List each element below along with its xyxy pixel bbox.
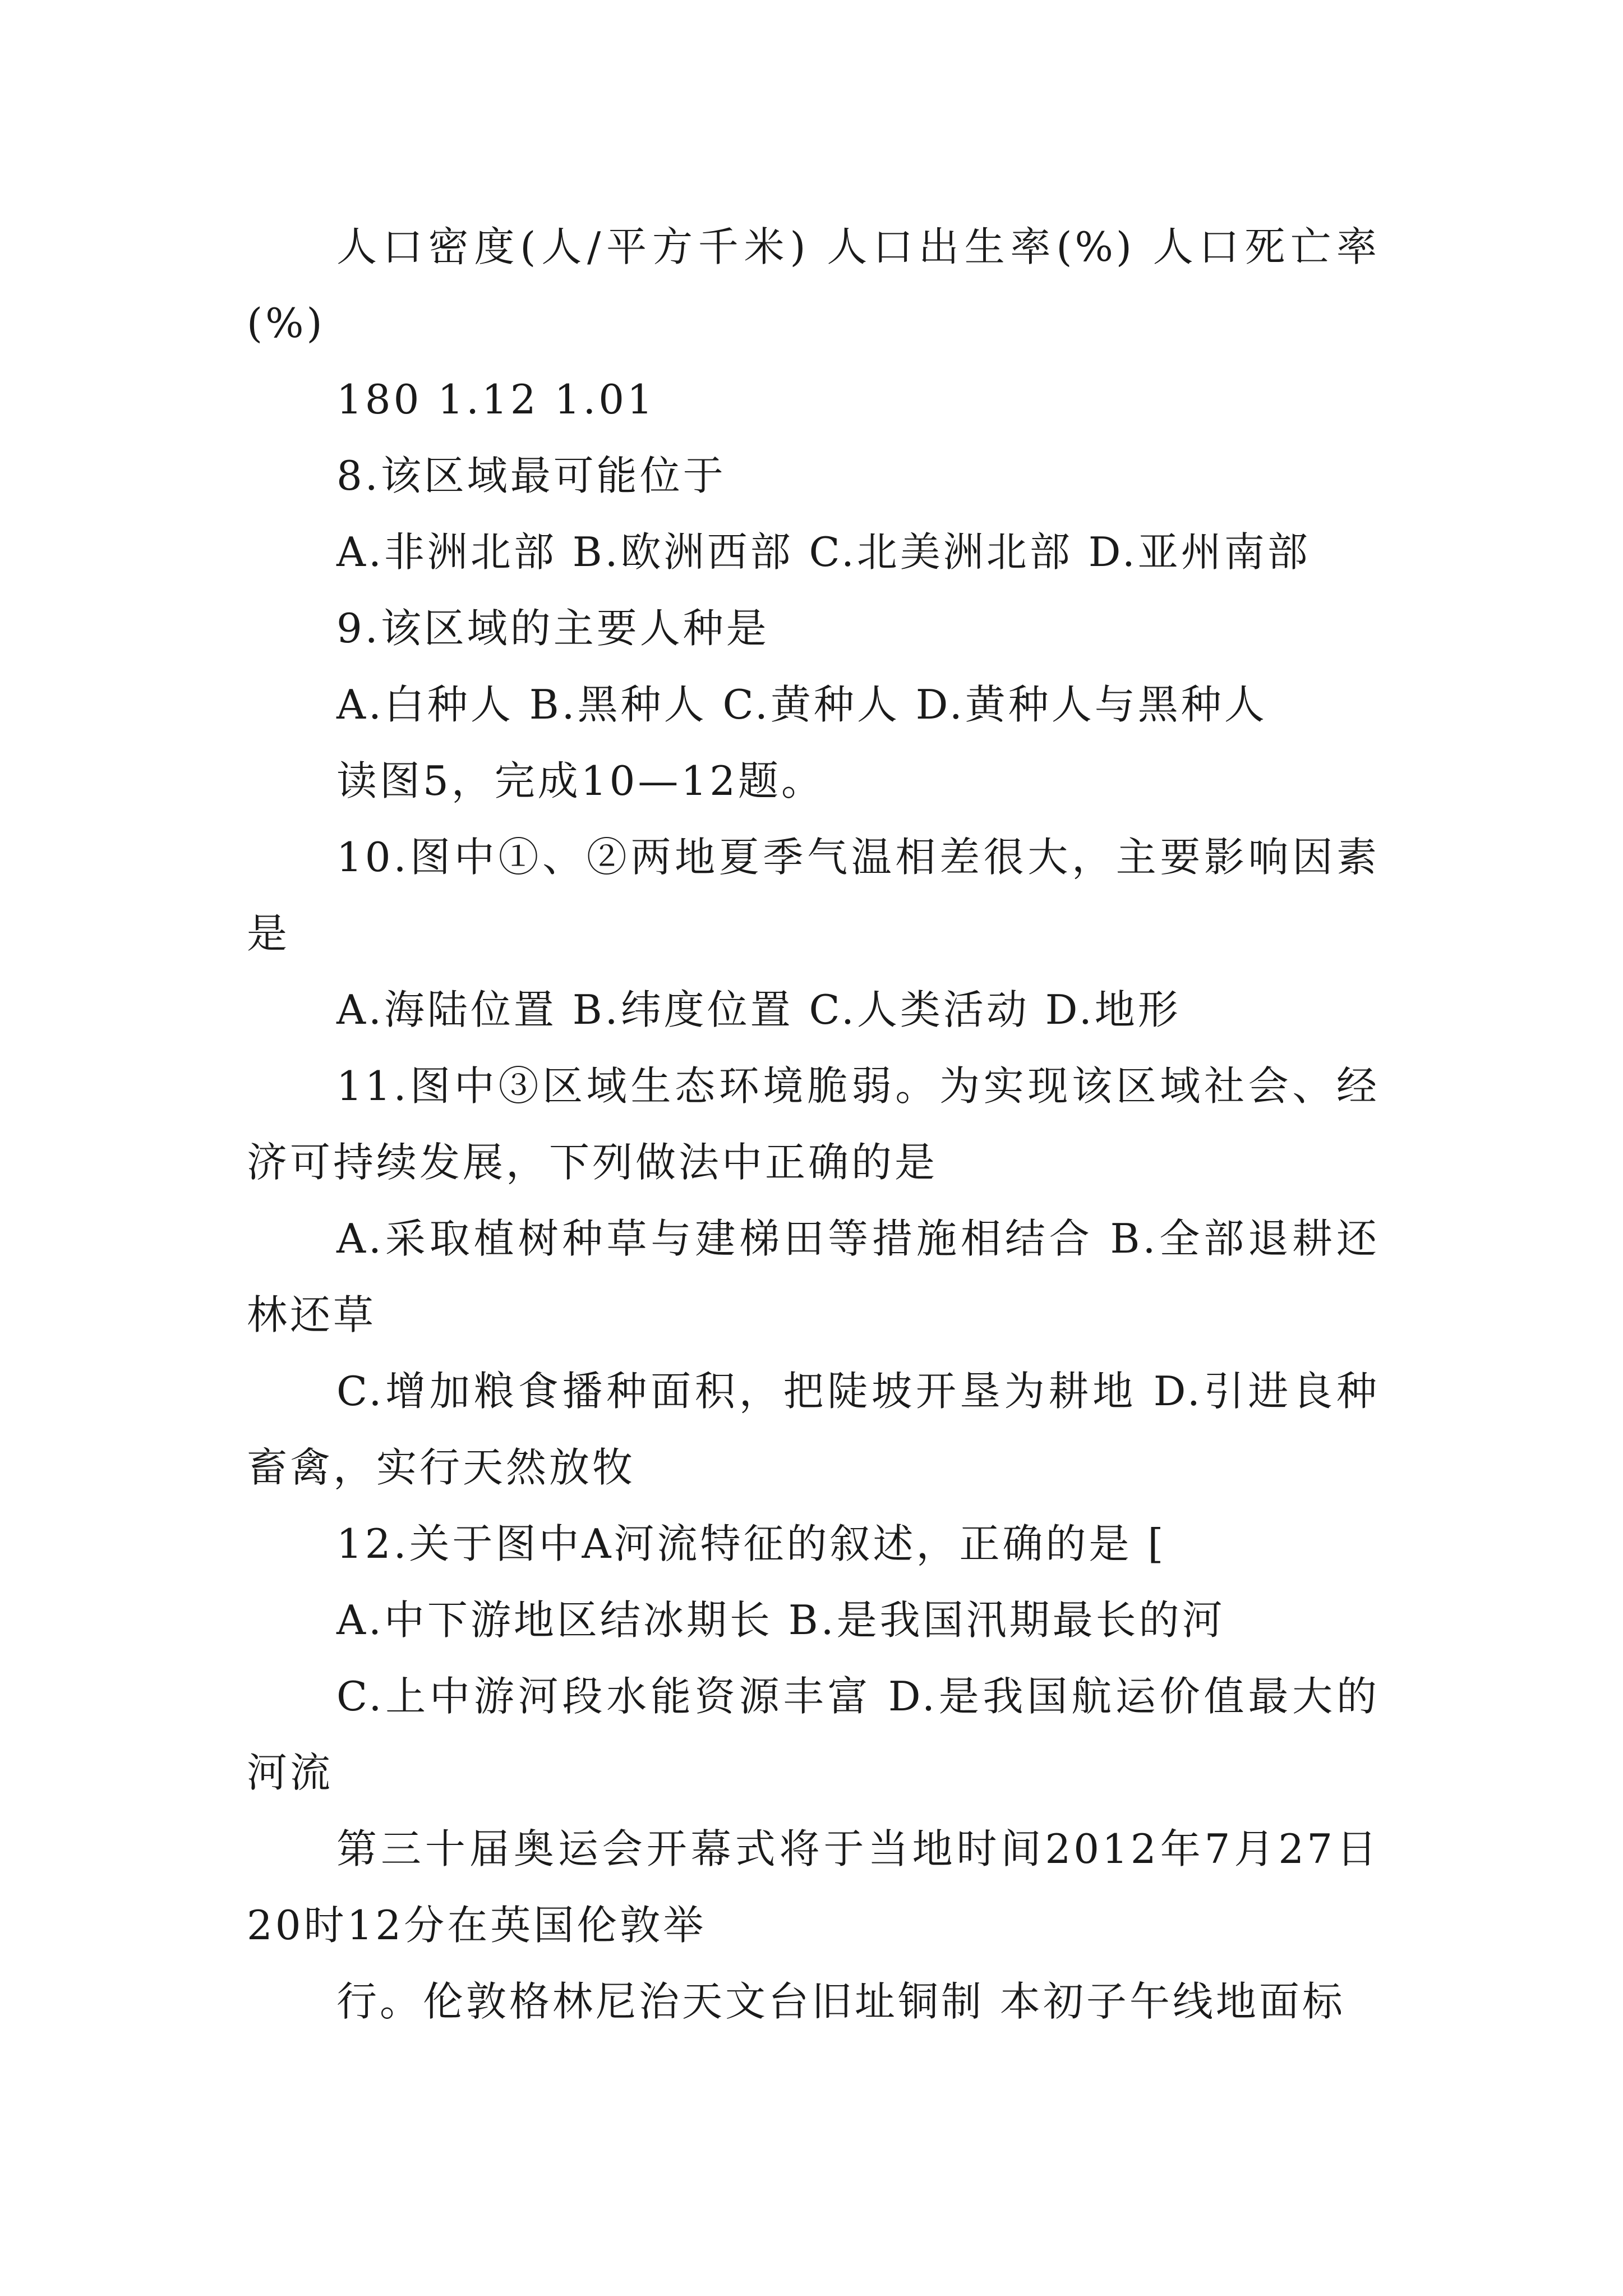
population-table-header: 人口密度(人/平方千米) 人口出生率(%) 人口死亡率(%): [247, 223, 1380, 347]
question-10: 10.图中①、②两地夏季气温相差很大，主要影响因素是: [247, 834, 1380, 957]
question-12-options-cd: C.上中游河段水能资源丰富 D.是我国航运价值最大的河流: [247, 1673, 1380, 1796]
greenwich-passage: 行。伦敦格林尼治天文台旧址铜制 本初子午线地面标: [336, 1978, 1345, 2025]
population-table-values: 180 1.12 1.01: [336, 376, 656, 423]
question-12-options-ab: A.中下游地区结冰期长 B.是我国汛期最长的河: [336, 1596, 1225, 1644]
question-12: 12.关于图中A河流特征的叙述，正确的是 [: [336, 1520, 1166, 1567]
question-8: 8.该区域最可能位于: [336, 452, 726, 499]
document-body: [247, 209, 1380, 2040]
olympics-passage: 第三十届奥运会开幕式将于当地时间2012年7月27日20时12分在英国伦敦举: [247, 1825, 1380, 1949]
question-10-options: A.海陆位置 B.纬度位置 C.人类活动 D.地形: [336, 986, 1181, 1033]
question-11: 11.图中③区域生态环境脆弱。为实现该区域社会、经济可持续发展，下列做法中正确的是: [247, 1062, 1380, 1186]
question-11-options-cd: C.增加粮食播种面积，把陡坡开垦为耕地 D.引进良种畜禽，实行天然放牧: [247, 1368, 1380, 1491]
question-8-options: A.非洲北部 B.欧洲西部 C.北美洲北部 D.亚州南部: [336, 528, 1311, 576]
figure-5-instruction: 读图5，完成10—12题。: [336, 757, 825, 804]
question-9-options: A.白种人 B.黑种人 C.黄种人 D.黄种人与黑种人: [336, 681, 1267, 728]
question-9: 9.该区域的主要人种是: [336, 605, 769, 652]
question-11-options-ab: A.采取植树种草与建梯田等措施相结合 B.全部退耕还林还草: [247, 1215, 1380, 1338]
